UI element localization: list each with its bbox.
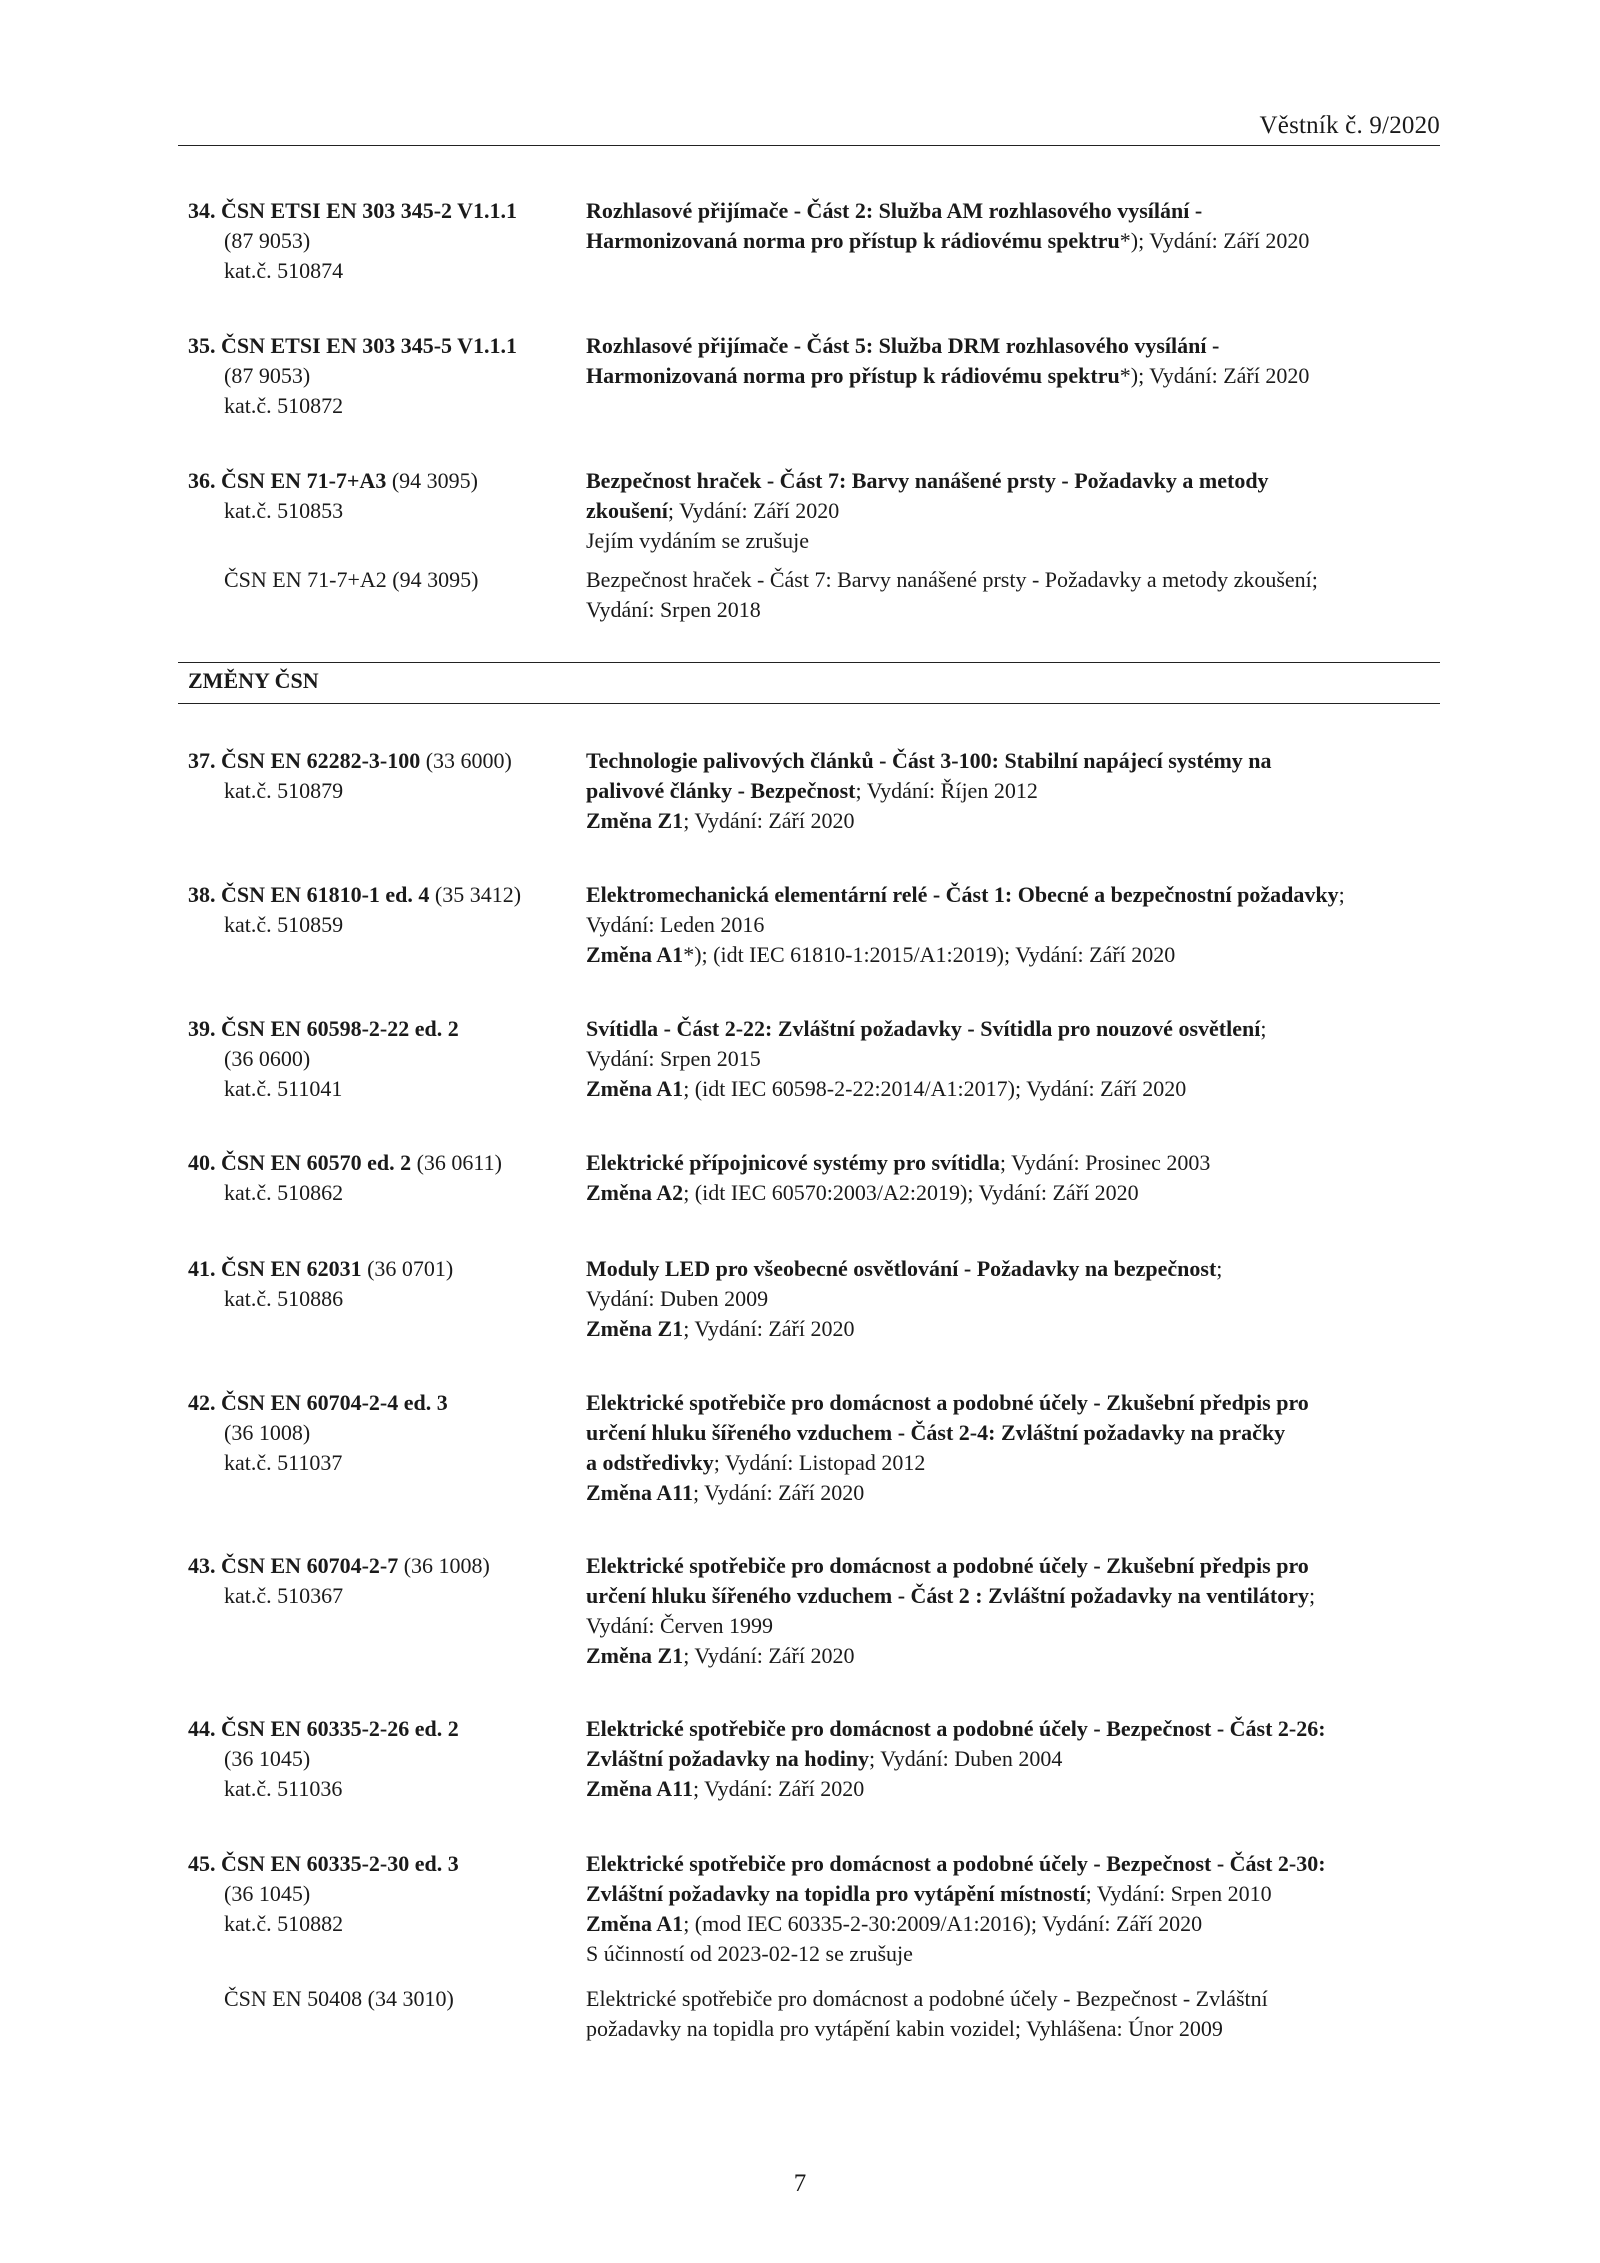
classification-number: (36 0611) [411,1150,502,1175]
standard-code: ČSN EN 71-7+A3 [221,468,387,493]
issue-info: *); Vydání: Září 2020 [1119,228,1310,253]
amendment-info: ; Vydání: Září 2020 [692,1480,865,1505]
entry-number: 44. [188,1716,216,1741]
amendment-info: ; Vydání: Září 2020 [692,1776,865,1801]
replaced-standard-code: ČSN EN 50408 (34 3010) [224,1986,454,2011]
replaced-standard-issue: požadavky na topidla pro vytápění kabin vozidel; Vyhlášena: Únor 2009 [586,2016,1223,2041]
entry-number: 45. [188,1851,216,1876]
standard-title: Elektrické spotřebiče pro domácnost a podobné účely - Bezpečnost - Část 2-26: [586,1716,1326,1741]
punctuation: ; [1260,1016,1267,1041]
amendment-label: Změna A1 [586,1911,684,1936]
entry-number: 37. [188,748,216,773]
standard-title: Harmonizovaná norma pro přístup k rádiovému spektru [586,363,1120,388]
punctuation: ; [1309,1583,1316,1608]
section-title: ZMĚNY ČSN [188,668,319,693]
issue-info: ; Vydání: Srpen 2010 [1085,1881,1272,1906]
standard-title: Elektrické spotřebiče pro domácnost a podobné účely - Bezpečnost - Část 2-30: [586,1851,1326,1876]
catalog-number: kat.č. 510879 [224,778,344,803]
classification-number: (35 3412) [429,882,522,907]
issue-info: Vydání: Srpen 2015 [586,1046,761,1071]
replaced-standard-title: Bezpečnost hraček - Část 7: Barvy nanášené prsty - Požadavky a metody zkoušení; [586,567,1318,592]
issue-info: ; Vydání: Říjen 2012 [855,778,1038,803]
standard-title: a odstředivky [586,1450,714,1475]
catalog-number: kat.č. 511041 [224,1076,343,1101]
amendment-info: ; Vydání: Září 2020 [683,1316,855,1341]
standard-title: Elektrické spotřebiče pro domácnost a podobné účely - Zkušební předpis pro [586,1390,1309,1415]
classification-number: (36 1045) [224,1881,311,1906]
issue-info: Vydání: Duben 2009 [586,1286,769,1311]
entry-number: 38. [188,882,216,907]
amendment-label: Změna Z1 [586,1643,684,1668]
amendment-label: Změna Z1 [586,1316,684,1341]
standard-title: Rozhlasové přijímače - Část 5: Služba DRM rozhlasového vysílání - [586,333,1220,358]
standard-code: ČSN EN 60335-2-30 ed. 3 [221,1851,459,1876]
issue-info: ; Vydání: Duben 2004 [869,1746,1063,1771]
issue-info: *); Vydání: Září 2020 [1119,363,1310,388]
catalog-number: kat.č. 510853 [224,498,344,523]
entry-number: 36. [188,468,216,493]
standard-title: Bezpečnost hraček - Část 7: Barvy nanášené prsty - Požadavky a metody [586,468,1269,493]
standard-title: Svítidla - Část 2-22: Zvláštní požadavky - Svítidla pro nouzové osvětlení [586,1016,1261,1041]
amendment-info: *); (idt IEC 61810-1:2015/A1:2019); Vydání: Září 2020 [683,942,1176,967]
standard-title: Zvláštní požadavky na hodiny [586,1746,870,1771]
issue-info: Vydání: Leden 2016 [586,912,765,937]
entry-number: 41. [188,1256,216,1281]
classification-number: (87 9053) [224,363,311,388]
standard-title: Rozhlasové přijímače - Část 2: Služba AM rozhlasového vysílání - [586,198,1203,223]
standard-code: ČSN ETSI EN 303 345-2 V1.1.1 [221,198,518,223]
amendment-label: Změna Z1 [586,808,684,833]
catalog-number: kat.č. 511036 [224,1776,343,1801]
catalog-number: kat.č. 510872 [224,393,344,418]
header-rule [178,145,1440,146]
standard-title: Zvláštní požadavky na topidla pro vytápění místností [586,1881,1086,1906]
amendment-label: Změna A2 [586,1180,684,1205]
amendment-info: ; (idt IEC 60598-2-22:2014/A1:2017); Vydání: Září 2020 [683,1076,1187,1101]
entry-number: 39. [188,1016,216,1041]
amendment-info: ; (mod IEC 60335-2-30:2009/A1:2016); Vydání: Září 2020 [683,1911,1203,1936]
standard-code: ČSN EN 60704-2-4 ed. 3 [221,1390,448,1415]
catalog-number: kat.č. 510862 [224,1180,344,1205]
standard-title: palivové články - Bezpečnost [586,778,856,803]
standard-code: ČSN EN 60335-2-26 ed. 2 [221,1716,459,1741]
journal-issue-label: Věstník č. 9/2020 [1259,112,1440,139]
amendment-info: ; Vydání: Září 2020 [683,808,855,833]
classification-number: (87 9053) [224,228,311,253]
standard-code: ČSN EN 61810-1 ed. 4 [221,882,430,907]
amendment-label: Změna A11 [586,1776,693,1801]
standard-code: ČSN EN 62031 [221,1256,362,1281]
catalog-number: kat.č. 510874 [224,258,344,283]
standard-title: Elektrické přípojnicové systémy pro svítidla [586,1150,1000,1175]
replaced-standard-code: ČSN EN 71-7+A2 (94 3095) [224,567,479,592]
amendment-info: ; (idt IEC 60570:2003/A2:2019); Vydání: Září 2020 [683,1180,1139,1205]
classification-number: (36 1008) [224,1420,311,1445]
amendment-label: Změna A1 [586,1076,684,1101]
standard-title: Technologie palivových článků - Část 3-100: Stabilní napájecí systémy na [586,748,1272,773]
standard-code: ČSN EN 60704-2-7 [221,1553,399,1578]
standard-title: Elektromechanická elementární relé - Část 1: Obecné a bezpečnostní požadavky [586,882,1339,907]
standard-title: určení hluku šířeného vzduchem - Část 2-4: Zvláštní požadavky na pračky [586,1420,1286,1445]
classification-number: (36 0600) [224,1046,311,1071]
catalog-number: kat.č. 510859 [224,912,344,937]
classification-number: (36 0701) [361,1256,454,1281]
issue-info: ; Vydání: Prosinec 2003 [999,1150,1211,1175]
classification-number: (36 1008) [398,1553,490,1578]
catalog-number: kat.č. 510886 [224,1286,344,1311]
catalog-number: kat.č. 511037 [224,1450,343,1475]
classification-number: (33 6000) [420,748,512,773]
catalog-number: kat.č. 510882 [224,1911,344,1936]
page-number: 7 [793,2170,807,2197]
withdrawal-note: S účinností od 2023-02-12 se zrušuje [586,1941,913,1966]
entry-number: 34. [188,198,216,223]
section-header [178,662,1440,704]
standard-title: Harmonizovaná norma pro přístup k rádiovému spektru [586,228,1120,253]
entry-number: 35. [188,333,216,358]
catalog-number: kat.č. 510367 [224,1583,344,1608]
amendment-info: ; Vydání: Září 2020 [683,1643,855,1668]
entry-number: 43. [188,1553,216,1578]
classification-number: (94 3095) [386,468,478,493]
standard-title: zkoušení [586,498,668,523]
punctuation: ; [1216,1256,1223,1281]
entry-number: 42. [188,1390,216,1415]
issue-info: ; Vydání: Listopad 2012 [713,1450,926,1475]
standard-code: ČSN EN 60598-2-22 ed. 2 [221,1016,459,1041]
withdrawal-note: Jejím vydáním se zrušuje [586,528,810,553]
amendment-label: Změna A1 [586,942,684,967]
issue-info: Vydání: Červen 1999 [586,1613,773,1638]
issue-info: ; Vydání: Září 2020 [667,498,840,523]
amendment-label: Změna A11 [586,1480,693,1505]
classification-number: (36 1045) [224,1746,311,1771]
standard-code: ČSN ETSI EN 303 345-5 V1.1.1 [221,333,518,358]
replaced-standard-title: Elektrické spotřebiče pro domácnost a podobné účely - Bezpečnost - Zvláštní [586,1986,1268,2011]
standard-title: Elektrické spotřebiče pro domácnost a podobné účely - Zkušební předpis pro [586,1553,1309,1578]
standard-code: ČSN EN 60570 ed. 2 [221,1150,412,1175]
standard-title: Moduly LED pro všeobecné osvětlování - Požadavky na bezpečnost [586,1256,1217,1281]
entry-number: 40. [188,1150,216,1175]
standard-title: určení hluku šířeného vzduchem - Část 2 : Zvláštní požadavky na ventilátory [586,1583,1309,1608]
standard-code: ČSN EN 62282-3-100 [221,748,421,773]
replaced-standard-issue: Vydání: Srpen 2018 [586,597,761,622]
punctuation: ; [1338,882,1345,907]
